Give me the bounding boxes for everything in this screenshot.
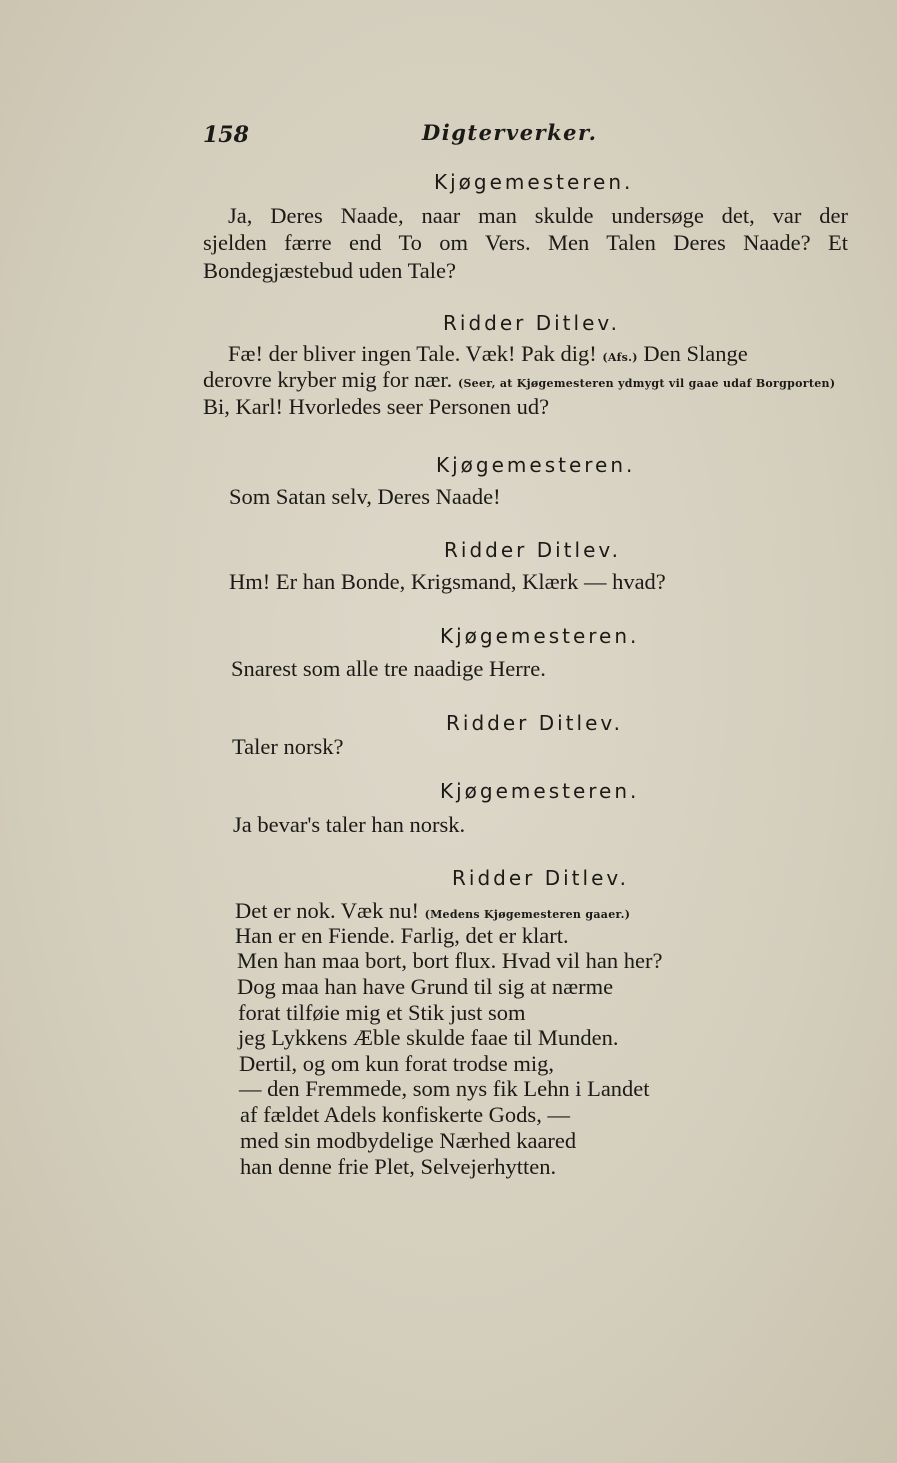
verse-line: forat tilføie mig et Stik just som xyxy=(238,1000,526,1025)
verse-line: Han er en Fiende. Farlig, det er klart. xyxy=(235,923,569,948)
page-header xyxy=(0,118,897,158)
dialogue-text: Den Slange xyxy=(643,341,748,366)
speaker-name: Ridder Ditlev. xyxy=(443,311,621,335)
speaker-name: Kjøgemesteren. xyxy=(434,170,634,194)
dialogue-text: derovre kryber mig for nær. xyxy=(203,367,453,392)
stage-direction: (Seer, at Kjøgemesteren ydmygt vil gaae udaf Borgporten) xyxy=(457,377,836,390)
verse-line: af fældet Adels konfiskerte Gods, — xyxy=(240,1102,570,1127)
dialogue-line xyxy=(228,341,748,367)
dialogue-line: Ja bevar's taler han norsk. xyxy=(233,812,466,837)
verse-line: med sin modbydelige Nærhed kaared xyxy=(240,1128,577,1153)
verse-line: han denne frie Plet, Selvejerhytten. xyxy=(240,1154,557,1179)
dialogue-line: Snarest som alle tre naadige Herre. xyxy=(231,656,546,681)
dialogue-text: Fæ! der bliver ingen Tale. Væk! Pak dig! xyxy=(228,341,597,366)
verse-line: Dog maa han have Grund til sig at nærme xyxy=(237,974,614,999)
stage-direction: (Medens Kjøgemesteren gaaer.) xyxy=(424,908,631,921)
speaker-name: Ridder Ditlev. xyxy=(446,711,624,735)
verse-line: Dertil, og om kun forat trodse mig, xyxy=(239,1051,554,1076)
speaker-name: Kjøgemesteren. xyxy=(436,453,636,477)
speaker-name: Kjøgemesteren. xyxy=(440,779,640,803)
dialogue-line: Bondegjæstebud uden Tale? xyxy=(203,258,456,283)
dialogue-line: Hm! Er han Bonde, Krigsmand, Klærk — hvad? xyxy=(229,569,666,594)
stage-direction: (Afs.) xyxy=(602,351,638,364)
verse-line: Men han maa bort, bort flux. Hvad vil han her? xyxy=(237,948,663,973)
verse-line: jeg Lykkens Æble skulde faae til Munden. xyxy=(238,1025,619,1050)
speaker-name: Ridder Ditlev. xyxy=(444,538,622,562)
dialogue-line: Taler norsk? xyxy=(232,734,344,759)
dialogue-line: Som Satan selv, Deres Naade! xyxy=(229,484,501,509)
dialogue-line xyxy=(203,367,835,393)
page-number: 158 xyxy=(203,122,249,148)
verse-line: — den Fremmede, som nys fik Lehn i Landet xyxy=(239,1076,650,1101)
dialogue-line: sjelden færre end To om Vers. Men Talen Deres Naade? Et xyxy=(203,230,848,255)
speaker-name: Ridder Ditlev. xyxy=(452,866,630,890)
dialogue-line: Ja, Deres Naade, naar man skulde undersøge det, var der xyxy=(228,203,848,228)
dialogue-text: Det er nok. Væk nu! xyxy=(235,898,419,923)
speaker-name: Kjøgemesteren. xyxy=(440,624,640,648)
running-title: Digterverker. xyxy=(422,120,598,145)
dialogue-line xyxy=(235,898,630,924)
dialogue-line: Bi, Karl! Hvorledes seer Personen ud? xyxy=(203,394,550,419)
